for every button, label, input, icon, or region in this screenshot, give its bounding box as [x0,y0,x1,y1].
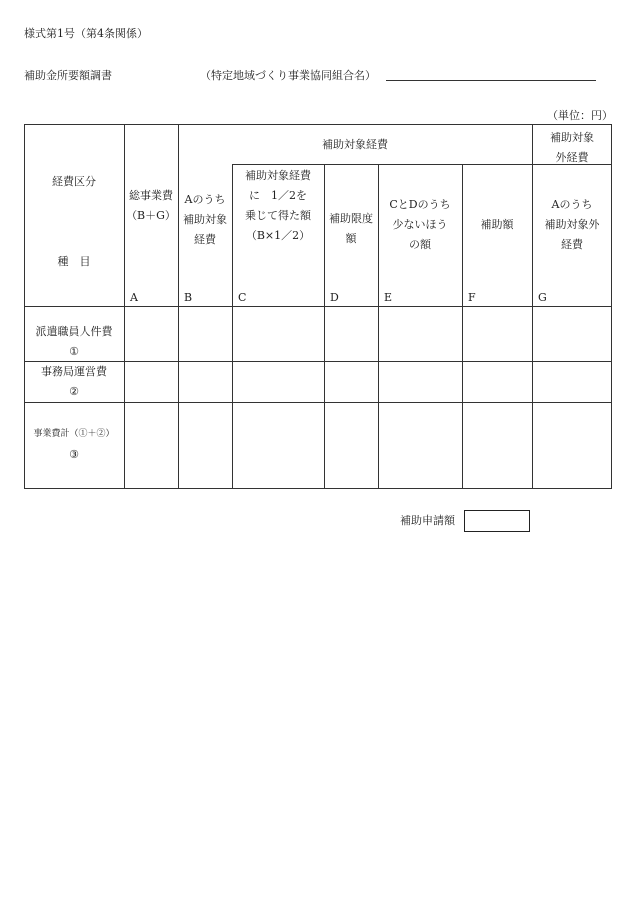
row-label-dispatched-staff: 派遣職員人件費 [35,325,113,338]
column-letter: E [384,291,393,304]
unit-label: （単位：円） [547,109,613,122]
col-d-header: 補助限度額 [329,212,373,245]
column-letter: D [330,291,339,304]
column-letter: A [130,291,138,304]
col-c-header-line2: に 1／2を [249,189,307,202]
col-c-header-line3: 乗じて得た額 [245,209,311,222]
row-mark: ① [69,345,79,358]
table-line [532,124,533,489]
row-label-office-operation: 事務局運営費 [41,365,107,378]
column-letter: B [184,291,193,304]
col-c-header-line1: 補助対象経費 [245,169,311,182]
document-title: 補助金所要額調書 [24,69,112,82]
total-cost-header: 総事業費 [129,189,173,202]
row-label-project-total: 事業費計（①＋②） [33,429,115,439]
table-line [232,164,533,165]
row-mark: ② [69,385,79,398]
table-line [378,164,379,489]
table-line [24,306,612,307]
organization-label: （特定地域づくり事業協同組合名） [200,69,376,82]
application-amount-field[interactable] [464,510,530,532]
table-line [24,402,612,403]
item-header: 種 目 [57,255,91,268]
col-c-header-line4: （B×1／2） [245,229,311,242]
col-g-header-line1: Aのうち [551,198,593,211]
category-header: 経費区分 [52,175,96,188]
col-e-header-line3: の額 [409,238,431,251]
total-cost-formula: （B＋G） [126,209,176,222]
row-mark: ③ [69,448,79,461]
column-letter: F [468,291,476,304]
table-border-right [611,124,612,489]
application-amount-label: 補助申請額 [400,514,455,527]
col-e-header-line1: CとDのうち [389,198,451,211]
table-line [178,124,179,489]
organization-underline [386,80,596,81]
col-g-header-line3: 経費 [561,238,583,251]
table-line [124,124,125,489]
col-e-header-line2: 少ないほう [392,218,448,231]
column-letter: C [238,291,247,304]
table-line [24,361,612,362]
col-g-header-line2: 補助対象外 [544,218,600,231]
col-b-header: Aのうち補助対象経費 [183,193,227,246]
table-border-top [24,124,612,125]
form-number: 様式第1号（第4条関係） [24,27,148,40]
table-line [462,164,463,489]
column-letter: G [538,291,547,304]
table-border-bottom [24,488,612,489]
col-f-header: 補助額 [480,218,514,231]
ineligible-expenses-header: 補助対象外経費 [550,131,594,164]
eligible-expenses-header: 補助対象経費 [322,138,388,151]
